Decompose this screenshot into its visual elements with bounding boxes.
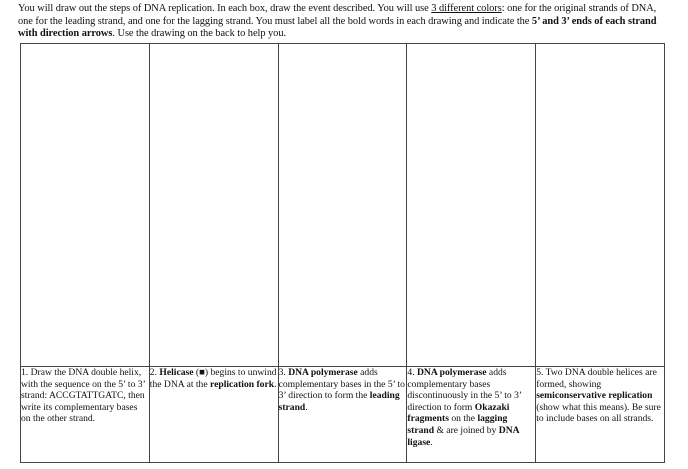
step-text: adds complementary bases discontinuously in the 5’ to 3’ direction to form bbox=[407, 367, 522, 413]
drawing-box-1[interactable] bbox=[21, 44, 150, 367]
instructions-underlined-text: 3 different colors bbox=[431, 3, 502, 14]
step-5-description bbox=[536, 367, 665, 463]
step-2-description bbox=[149, 367, 278, 463]
step-keyword: Okazaki fragments bbox=[407, 401, 510, 425]
step-keyword: replication fork bbox=[210, 378, 275, 390]
step-text: 4. bbox=[407, 367, 417, 378]
drawing-box-3[interactable] bbox=[278, 44, 407, 367]
step-keyword: DNA polymerase bbox=[416, 367, 487, 378]
step-text: & are joined by bbox=[434, 424, 499, 436]
drawing-row bbox=[21, 44, 665, 367]
instructions-paragraph bbox=[18, 3, 673, 41]
instructions-bold-text: 5’ and 3’ ends of each strand with direction arrows bbox=[18, 15, 657, 40]
step-text: . bbox=[274, 378, 277, 390]
step-text: . bbox=[430, 436, 433, 448]
step-keyword: semiconservative replication bbox=[536, 390, 653, 402]
step-text: 5. Two DNA double helices are formed, showing bbox=[536, 367, 657, 390]
step-text: (■) begins to unwind the DNA at the bbox=[149, 367, 277, 390]
instructions-text: You will draw out the steps of DNA replication. In each box, draw the event described. You will use bbox=[18, 3, 432, 14]
description-row bbox=[21, 367, 665, 463]
step-text: 2. bbox=[149, 367, 160, 378]
drawing-grid bbox=[20, 43, 665, 463]
step-keyword: Helicase bbox=[159, 367, 194, 378]
drawing-box-2[interactable] bbox=[149, 44, 278, 367]
step-text: on the bbox=[448, 413, 478, 425]
drawing-box-4[interactable] bbox=[407, 44, 536, 367]
step-text: 1. Draw the DNA double helix, with the sequence on the 5’ to 3’ strand: ACCGTATTGATC, then write its complementary bases on the other strand. bbox=[21, 367, 146, 425]
step-text: (show what this means). Be sure to include bases on all strands. bbox=[536, 401, 661, 425]
step-text: adds complementary bases in the 5’ to 3’ direction to form the bbox=[278, 367, 405, 402]
drawing-box-5[interactable] bbox=[536, 44, 665, 367]
step-text: . bbox=[305, 401, 308, 413]
step-keyword: leading strand bbox=[278, 390, 400, 413]
instructions-text: . Use the drawing on the back to help you. bbox=[112, 28, 287, 40]
step-keyword: DNA polymerase bbox=[288, 367, 358, 378]
step-text: 3. bbox=[278, 367, 289, 378]
step-keyword: lagging strand bbox=[407, 413, 508, 436]
instructions-text: : one for the original strands of DNA, one for the leading strand, and one for the lagging strand. You must label all the bold words in each drawing and indicate the bbox=[18, 3, 657, 27]
step-keyword: DNA ligase bbox=[407, 424, 520, 448]
step-3-description bbox=[278, 367, 407, 463]
step-4-description bbox=[407, 367, 536, 463]
step-1-description bbox=[21, 367, 150, 463]
